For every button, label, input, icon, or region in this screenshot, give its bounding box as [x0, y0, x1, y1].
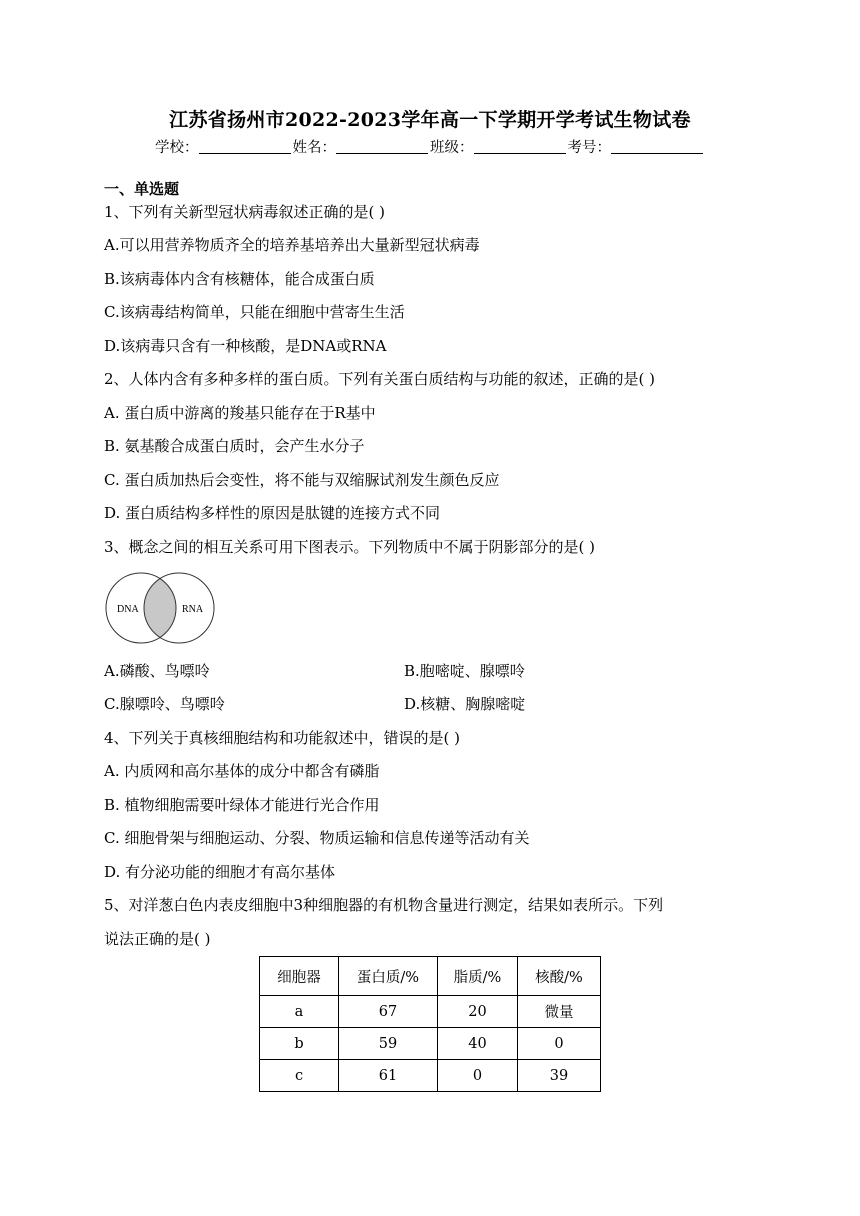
table-row	[260, 1028, 601, 1060]
class-label: 班级：	[430, 140, 474, 156]
table-cell: 59	[339, 1028, 438, 1060]
q4-stem: 4、下列关于真核细胞结构和功能叙述中，错误的是( )	[104, 729, 461, 747]
table-header: 脂质/%	[438, 957, 518, 996]
q2-stem: 2、人体内含有多种多样的蛋白质。下列有关蛋白质结构与功能的叙述，正确的是( )	[104, 370, 656, 388]
venn-left-label: DNA	[117, 604, 139, 615]
table-cell: 67	[339, 996, 438, 1028]
school-blank[interactable]	[199, 139, 291, 154]
table-cell: 39	[518, 1060, 601, 1092]
table-header: 细胞器	[260, 957, 339, 996]
table-cell: 40	[438, 1028, 518, 1060]
exam-no-blank[interactable]	[611, 139, 703, 154]
q2-option-b[interactable]: B. 氨基酸合成蛋白质时，会产生水分子	[104, 437, 365, 455]
class-blank[interactable]	[474, 139, 566, 154]
q5-stem-line1: 5、对洋葱白色内表皮细胞中3种细胞器的有机物含量进行测定，结果如表所示。下列	[104, 896, 664, 914]
venn-diagram	[104, 570, 216, 646]
q3-option-a[interactable]: A.磷酸、鸟嘌呤	[104, 662, 210, 680]
name-label: 姓名：	[292, 140, 336, 156]
q1-option-a[interactable]: A.可以用营养物质齐全的培养基培养出大量新型冠状病毒	[104, 236, 480, 254]
q1-stem: 1、下列有关新型冠状病毒叙述正确的是( )	[104, 203, 386, 221]
table-row	[260, 1060, 601, 1092]
q1-option-b[interactable]: B.该病毒体内含有核糖体，能合成蛋白质	[104, 270, 375, 288]
table-cell: c	[260, 1060, 339, 1092]
section-heading: 一、单选题	[104, 180, 180, 198]
q3-option-d[interactable]: D.核糖、胸腺嘧啶	[404, 695, 526, 713]
organelle-table	[259, 956, 601, 1092]
table-cell: 0	[438, 1060, 518, 1092]
q2-option-c[interactable]: C. 蛋白质加热后会变性，将不能与双缩脲试剂发生颜色反应	[104, 471, 500, 489]
name-blank[interactable]	[336, 139, 428, 154]
table-row	[260, 996, 601, 1028]
q4-option-b[interactable]: B. 植物细胞需要叶绿体才能进行光合作用	[104, 796, 380, 814]
table-header-row	[260, 957, 601, 996]
q4-option-d[interactable]: D. 有分泌功能的细胞才有高尔基体	[104, 863, 336, 881]
table-header: 核酸/%	[518, 957, 601, 996]
q2-option-a[interactable]: A. 蛋白质中游离的羧基只能存在于R基中	[104, 404, 376, 422]
q2-option-d[interactable]: D. 蛋白质结构多样性的原因是肽键的连接方式不同	[104, 504, 441, 522]
q1-option-c[interactable]: C.该病毒结构简单，只能在细胞中营寄生生活	[104, 303, 405, 321]
student-info-line	[0, 136, 860, 157]
q3-option-b[interactable]: B.胞嘧啶、腺嘌呤	[404, 662, 525, 680]
q5-stem-line2: 说法正确的是( )	[104, 930, 211, 948]
q4-option-a[interactable]: A. 内质网和高尔基体的成分中都含有磷脂	[104, 762, 380, 780]
table-cell: 20	[438, 996, 518, 1028]
table-cell: b	[260, 1028, 339, 1060]
school-label: 学校：	[155, 140, 199, 156]
q4-option-c[interactable]: C. 细胞骨架与细胞运动、分裂、物质运输和信息传递等活动有关	[104, 829, 530, 847]
table-header: 蛋白质/%	[339, 957, 438, 996]
exam-title: 江苏省扬州市2022-2023学年高一下学期开学考试生物试卷	[169, 109, 691, 131]
q3-option-c[interactable]: C.腺嘌呤、鸟嘌呤	[104, 695, 225, 713]
table-cell: 61	[339, 1060, 438, 1092]
table-cell: 微量	[518, 996, 601, 1028]
exam-no-label: 考号：	[567, 140, 611, 156]
table-cell: 0	[518, 1028, 601, 1060]
venn-right-label: RNA	[182, 604, 204, 615]
q3-stem: 3、概念之间的相互关系可用下图表示。下列物质中不属于阴影部分的是( )	[104, 538, 596, 556]
table-cell: a	[260, 996, 339, 1028]
q1-option-d[interactable]: D.该病毒只含有一种核酸，是DNA或RNA	[104, 337, 387, 355]
